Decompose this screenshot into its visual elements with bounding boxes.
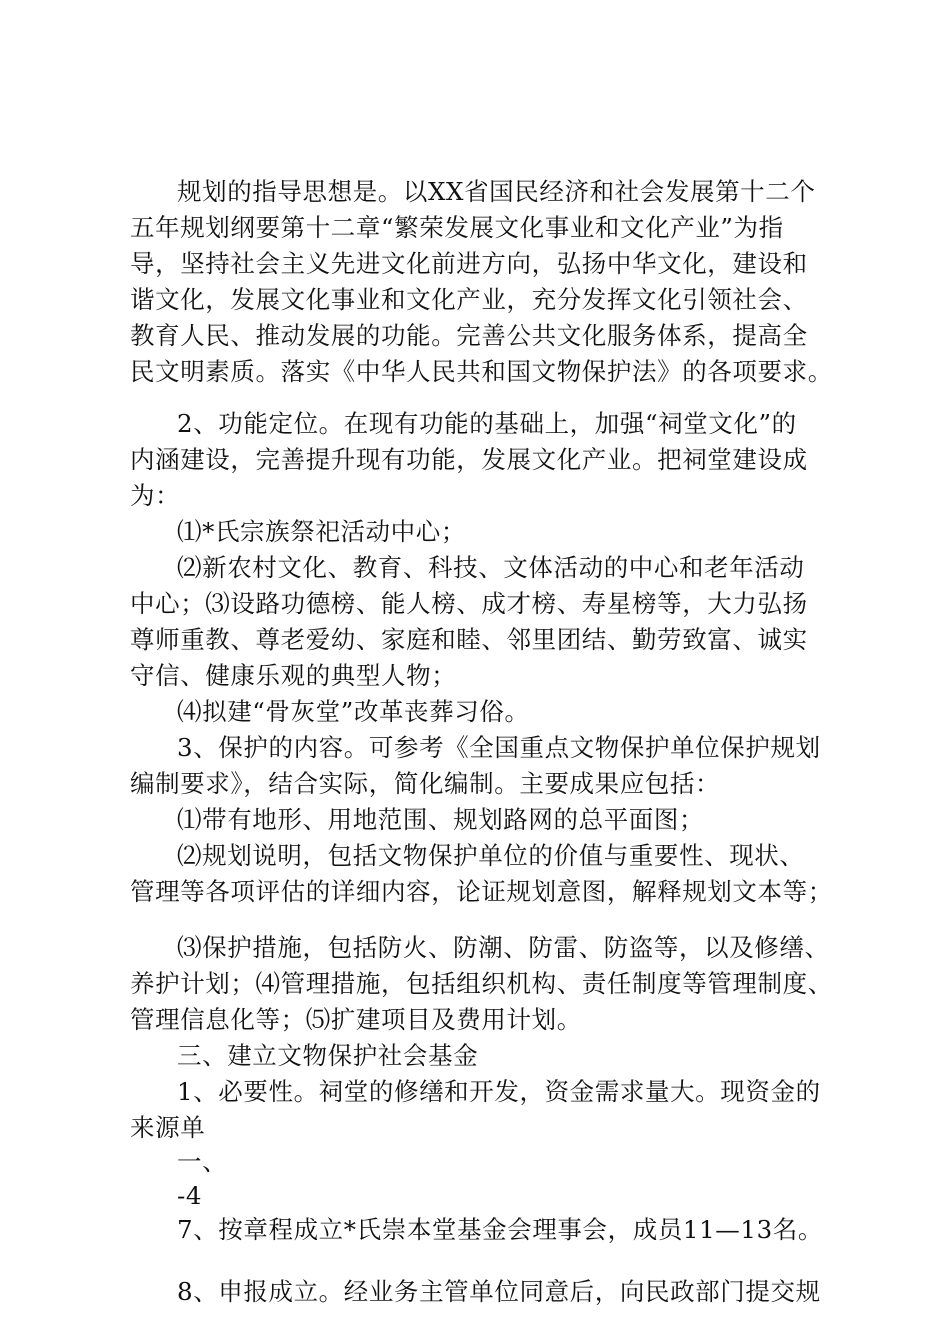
paragraph-line: 尊师重教、尊老爱幼、家庭和睦、邻里团结、勤劳致富、诚实 — [130, 625, 808, 654]
paragraph-line: 为： — [130, 481, 181, 510]
paragraph-line: 1、必要性。祠堂的修缮和开发，资金需求量大。现资金的 — [177, 1077, 821, 1106]
paragraph-line: 民文明素质。落实《中华人民共和国文物保护法》的各项要求。 — [130, 357, 833, 386]
paragraph-line: 编制要求》，结合实际，简化编制。主要成果应包括： — [130, 769, 721, 798]
paragraph-line: 8、申报成立。经业务主管单位同意后，向民政部门提交规 — [177, 1277, 821, 1306]
paragraph-line: 导，坚持社会主义先进文化前进方向，弘扬中华文化，建设和 — [130, 249, 808, 278]
list-item-line: ⑴*氏宗族祭祀活动中心； — [177, 517, 466, 546]
list-item-line: ⑵新农村文化、教育、科技、文体活动的中心和老年活动 — [177, 553, 805, 582]
paragraph-line: 守信、健康乐观的典型人物； — [130, 661, 457, 690]
paragraph-line: 教育人民、推动发展的功能。完善公共文化服务体系，提高全 — [130, 321, 808, 350]
page-number: -4 — [177, 1181, 203, 1210]
list-item-line: ⑶保护措施，包括防火、防潮、防雷、防盗等，以及修缮、 — [177, 933, 830, 962]
paragraph-line: 3、保护的内容。可参考《全国重点文物保护单位保护规划 — [177, 733, 821, 762]
list-item-line: ⑵规划说明，包括文物保护单位的价值与重要性、现状、 — [177, 841, 805, 870]
section-heading: 三、建立文物保护社会基金 — [177, 1041, 479, 1070]
paragraph-line: 来源单 — [130, 1113, 206, 1142]
paragraph-line: 养护计划；⑷管理措施，包括组织机构、责任制度等管理制度、 — [130, 969, 833, 998]
paragraph-line: 中心；⑶设路功德榜、能人榜、成才榜、寿星榜等，大力弘扬 — [130, 589, 808, 618]
paragraph-line: 规划的指导思想是。以XX省国民经济和社会发展第十二个 — [177, 177, 816, 206]
paragraph-line: 管理等各项评估的详细内容，论证规划意图，解释规划文本等； — [130, 877, 833, 906]
paragraph-line: 谐文化，发展文化事业和文化产业，充分发挥文化引领社会、 — [130, 285, 808, 314]
paragraph-line: 管理信息化等；⑸扩建项目及费用计划。 — [130, 1005, 582, 1034]
paragraph-line: 一、 — [177, 1147, 228, 1176]
paragraph-line: 五年规划纲要第十二章“繁荣发展文化事业和文化产业”为指 — [130, 213, 784, 242]
paragraph-line: 7、按章程成立*氏崇本堂基金会理事会，成员11—13名。 — [177, 1215, 823, 1244]
list-item-line: ⑴带有地形、用地范围、规划路网的总平面图； — [177, 805, 705, 834]
list-item-line: ⑷拟建“骨灰堂”改革丧葬习俗。 — [177, 697, 530, 726]
paragraph-line: 2、功能定位。在现有功能的基础上，加强“祠堂文化”的 — [177, 409, 797, 438]
paragraph-line: 内涵建设，完善提升现有功能，发展文化产业。把祠堂建设成 — [130, 445, 808, 474]
